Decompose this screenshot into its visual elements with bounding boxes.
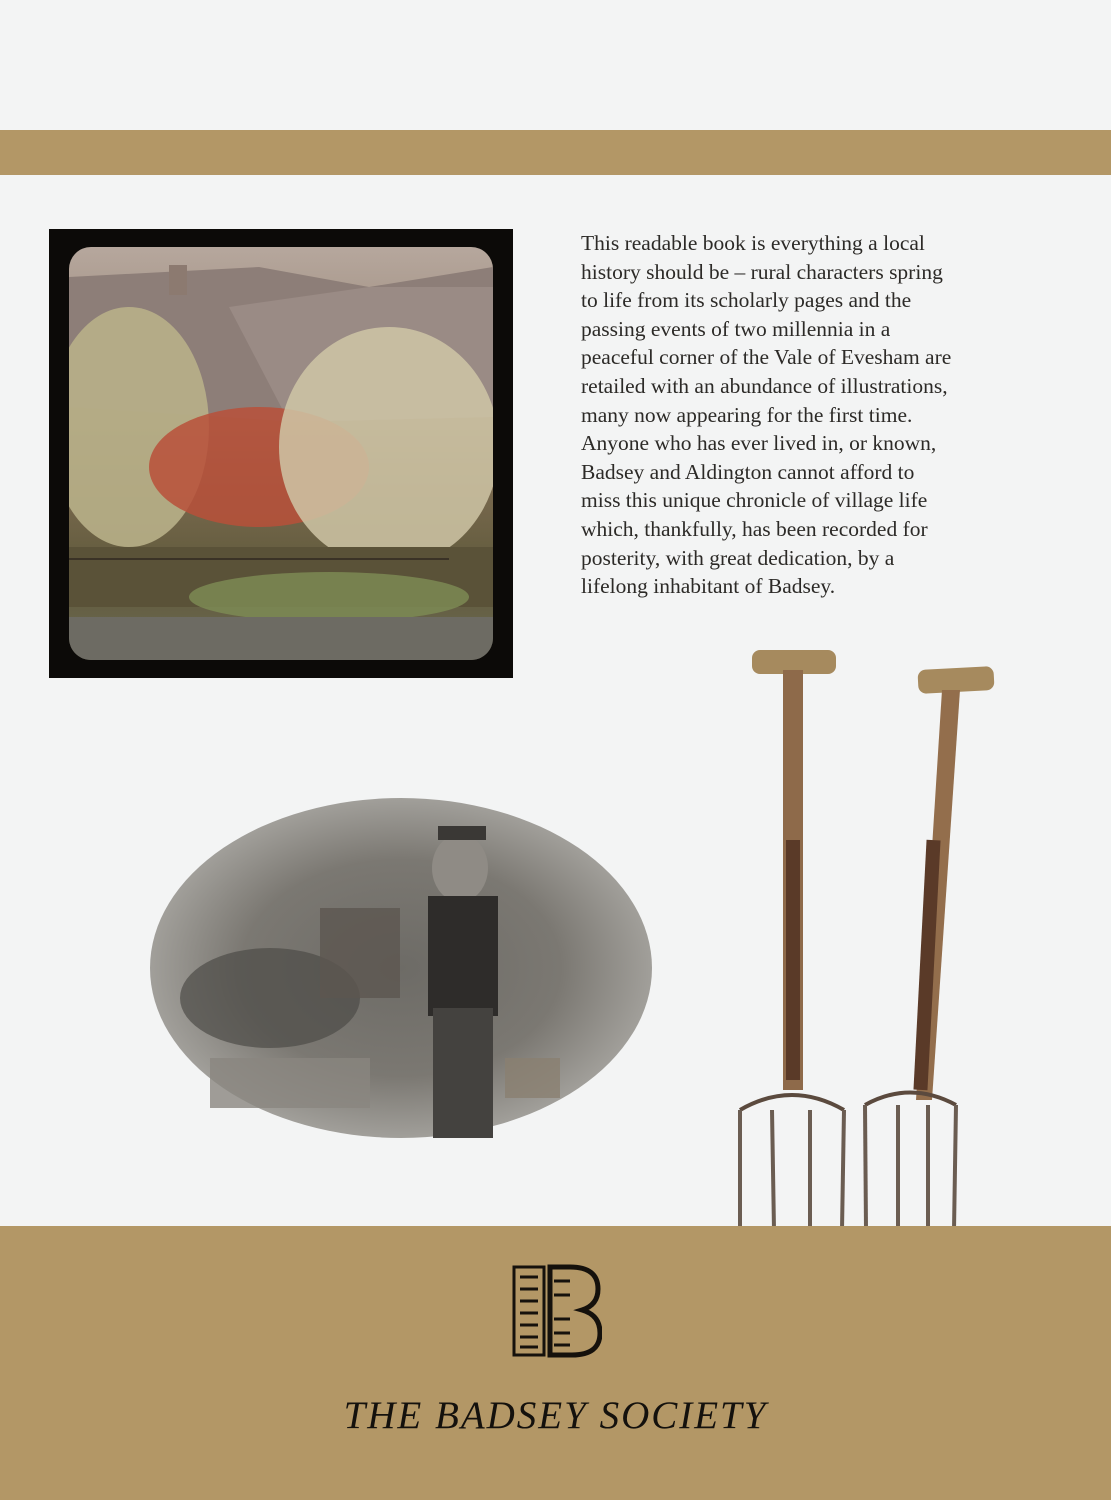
description-line: Badsey and Aldington cannot afford to <box>581 459 915 484</box>
description-line: This readable book is everything a local <box>581 231 925 255</box>
description-line: posterity, with great dedication, by a <box>581 545 895 570</box>
description-line: which, thankfully, has been recorded for <box>581 516 928 541</box>
publisher-name: THE BADSEY SOCIETY <box>343 1394 768 1437</box>
description-line: lifelong inhabitant of Badsey. <box>581 574 836 599</box>
description-line: miss this unique chronicle of village life <box>581 488 928 513</box>
description-line: retailed with an abundance of illustrations, <box>581 373 948 398</box>
description-line: to life from its scholarly pages and the <box>581 288 912 313</box>
description-line: Anyone who has ever lived in, or known, <box>581 431 937 456</box>
description-line: many now appearing for the first time. <box>581 402 913 427</box>
house-photo-image <box>69 247 493 660</box>
description-line: passing events of two millennia in a <box>581 316 891 341</box>
garden-forks-image <box>720 640 1020 1230</box>
description-line: history should be – rural characters spring <box>581 259 943 284</box>
badsey-society-logo <box>510 1263 602 1359</box>
top-decorative-band <box>0 130 1111 175</box>
book-description <box>581 229 1061 601</box>
description-line: peaceful corner of the Vale of Evesham are <box>581 345 952 370</box>
house-photo <box>49 229 513 678</box>
man-with-baskets-photo <box>150 798 652 1138</box>
